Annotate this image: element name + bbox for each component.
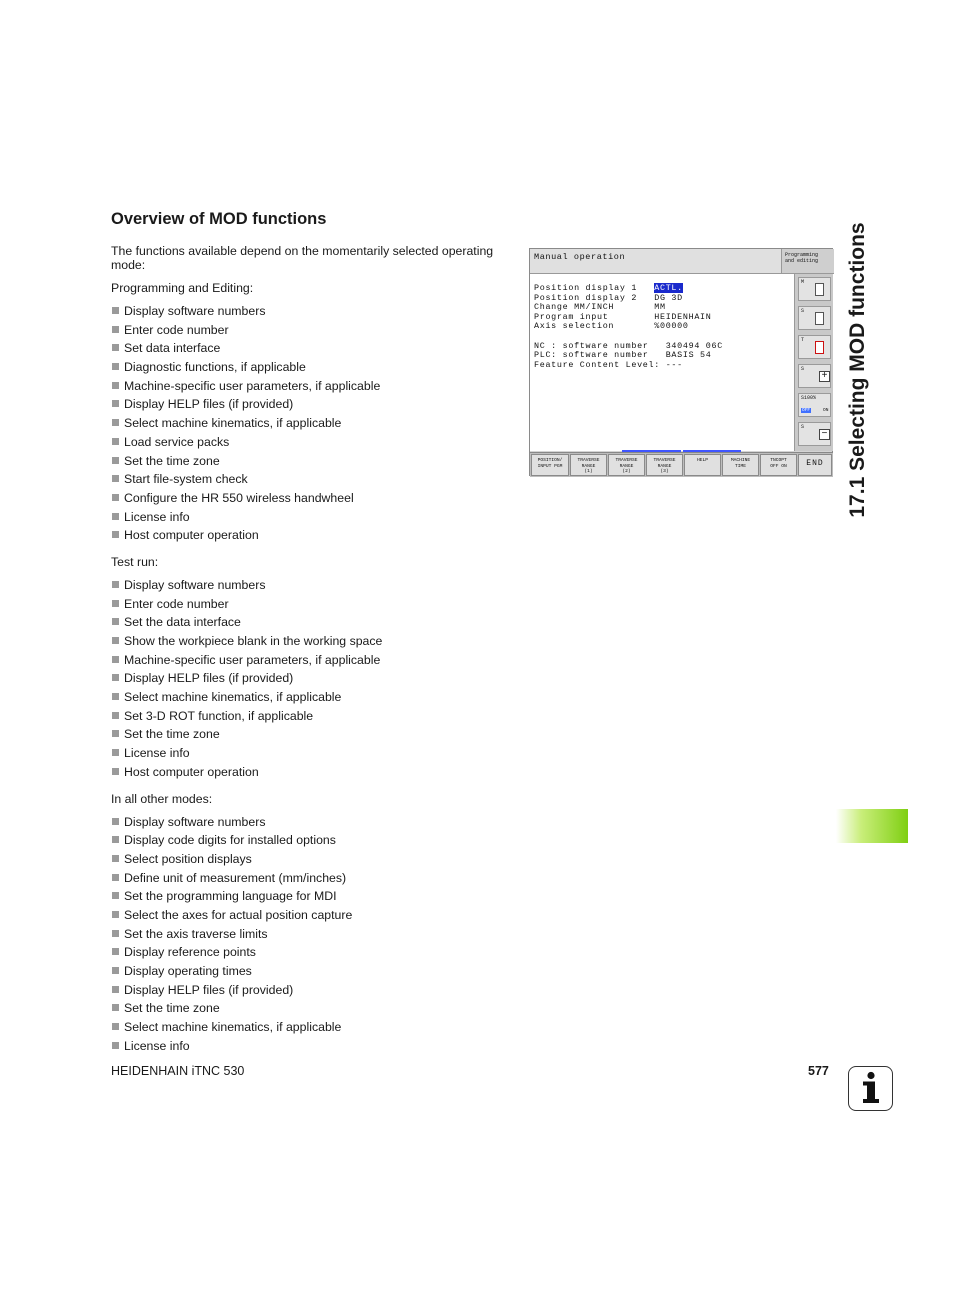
list-item-text: Set the time zone [124,1001,220,1016]
section-label: Test run: [111,554,159,569]
list-item [111,435,516,454]
section-heading: Overview of MOD functions [111,210,327,228]
setting-label: NC : software number [534,340,666,351]
info-i-glyph [849,1067,892,1110]
vertical-softkey [798,364,831,388]
square-bullet-icon [112,836,119,843]
list-item [111,709,516,728]
list-item-text: Machine-specific user parameters, if applicable [124,652,381,667]
list-item-text: Select machine kinematics, if applicable [124,690,342,705]
setting-label: Position display 1 [534,283,655,293]
list-item [111,690,516,709]
square-bullet-icon [112,656,119,663]
chapter-tab-title [843,210,873,530]
spindle-icon [815,312,824,325]
square-bullet-icon [112,419,119,426]
setting-value: MM [654,302,666,313]
list-item [111,833,516,852]
list-item [111,510,516,529]
vertical-softkey [798,306,831,330]
softkey-row [530,452,833,477]
function-list [111,304,516,547]
list-item-text: Load service packs [124,434,230,449]
list-item-text: Select machine kinematics, if applicable [124,1020,342,1035]
square-bullet-icon [112,494,119,501]
square-bullet-icon [112,531,119,538]
setting-value: --- [665,359,683,370]
list-item-text: Select machine kinematics, if applicable [124,416,342,431]
softkey-letter: S100% [801,395,817,401]
softkey-label: MACHINE [730,458,751,463]
setting-label: PLC: software number [534,350,666,361]
chapter-title: 17.1 Selecting MOD functions [846,222,869,518]
list-item-text: Host computer operation [124,764,259,779]
list-item [111,491,516,510]
list-item-text: Display software numbers [124,577,266,592]
list-item-text: Set the axis traverse limits [124,926,268,941]
softkey-label: RANGE [581,463,596,469]
screen-title: Manual operation [534,252,626,262]
list-item-text: Set the programming language for MDI [124,889,337,904]
mode-label-box [781,249,834,274]
list-item [111,653,516,672]
square-bullet-icon [112,768,119,775]
square-bullet-icon [112,438,119,445]
list-item [111,597,516,616]
softkey [760,454,797,476]
section-label: In all other modes: [111,791,213,806]
screen-header [530,249,781,274]
list-item-text: Select position displays [124,851,252,866]
softkey [722,454,759,476]
list-item [111,472,516,491]
softkey-label: HELP [696,458,709,463]
setting-value: 340494 06C [665,340,723,351]
square-bullet-icon [112,513,119,520]
list-item [111,1020,516,1039]
vertical-softkey [798,393,831,417]
list-item [111,454,516,473]
softkey-letter: S [801,366,805,372]
control-screenshot [529,248,833,476]
square-bullet-icon [112,307,119,314]
list-item [111,727,516,746]
list-item [111,416,516,435]
square-bullet-icon [112,326,119,333]
softkey [531,454,569,476]
softkey-letter: M [801,279,805,285]
list-item [111,945,516,964]
softkey-label: (3) [660,469,669,475]
softkey [646,454,683,476]
list-item [111,323,516,342]
mode-label-line-1: Programming [785,252,819,258]
square-bullet-icon [112,930,119,937]
softkey-label: RANGE [619,463,634,469]
minus-icon: − [819,429,830,440]
setting-row [534,361,723,371]
setting-row [534,322,723,332]
intro-paragraph: The functions available depend on the momentarily selected operating mode: [111,244,494,272]
square-bullet-icon [112,457,119,464]
list-item [111,983,516,1002]
list-item-text: Select the axes for actual position capture [124,907,353,922]
softkey-label: POSITION/ [537,458,563,463]
softkey-label: (1) [584,469,593,475]
off-state: OFF [802,408,811,413]
softkey-label: TNCOPT [770,458,787,463]
square-bullet-icon [112,1042,119,1049]
list-item-text: License info [124,1038,190,1053]
list-item-text: Host computer operation [124,528,259,543]
setting-value: HEIDENHAIN [654,311,712,322]
square-bullet-icon [112,874,119,881]
list-item [111,815,516,834]
list-item [111,341,516,360]
list-item-text: Display HELP files (if provided) [124,982,294,997]
list-item [111,889,516,908]
square-bullet-icon [112,818,119,825]
spindle-icon [815,283,824,296]
vertical-softkey-bar [795,274,833,451]
list-item [111,671,516,690]
setting-value: DG 3D [654,292,683,303]
square-bullet-icon [112,986,119,993]
softkey-label: TRAVERSE [577,458,600,463]
square-bullet-icon [112,674,119,681]
list-item-text: Set the data interface [124,615,241,630]
square-bullet-icon [112,382,119,389]
function-list [111,815,516,1058]
square-bullet-icon [112,618,119,625]
list-item-text: Enter code number [124,596,229,611]
softkey [798,454,832,476]
list-item-text: Display HELP files (if provided) [124,397,294,412]
list-item [111,1039,516,1058]
mod-settings-list [534,284,723,370]
softkey-label: TIME [734,463,747,469]
square-bullet-icon [112,892,119,899]
softkey-label: END [806,459,824,468]
chapter-color-tab [836,809,908,843]
square-bullet-icon [112,749,119,756]
list-item [111,304,516,323]
footer-product: HEIDENHAIN iTNC 530 [111,1064,245,1078]
list-item-text: Display reference points [124,945,256,960]
list-item [111,746,516,765]
setting-label: Change MM/INCH [534,302,655,313]
list-item-text: Enter code number [124,322,229,337]
setting-value: ACTL. [654,283,683,293]
list-item-text: Display software numbers [124,814,266,829]
softkey-label: TRAVERSE [615,458,638,463]
square-bullet-icon [112,911,119,918]
square-bullet-icon [112,693,119,700]
square-bullet-icon [112,344,119,351]
list-item-text: License info [124,746,190,761]
square-bullet-icon [112,637,119,644]
setting-label: Program input [534,311,655,322]
tool-call-icon [815,341,824,354]
list-item-text: Display operating times [124,964,252,978]
square-bullet-icon [112,475,119,482]
square-bullet-icon [112,581,119,588]
list-item [111,379,516,398]
list-item-text: Display code digits for installed options [124,833,336,848]
list-item-text: Display software numbers [124,304,266,318]
vertical-softkey [798,422,831,446]
square-bullet-icon [112,1023,119,1030]
square-bullet-icon [112,712,119,719]
vertical-softkey [798,277,831,301]
list-item-text: Define unit of measurement (mm/inches) [124,870,347,885]
square-bullet-icon [112,855,119,862]
list-item-text: Set 3-D ROT function, if applicable [124,708,314,723]
list-item [111,871,516,890]
softkey-label: (2) [622,469,631,475]
setting-label: Position display 2 [534,292,655,303]
mode-sections [111,281,516,1057]
list-item [111,852,516,871]
list-item [111,634,516,653]
list-item-text: Diagnostic functions, if applicable [124,360,306,375]
square-bullet-icon [112,1004,119,1011]
setting-label: Axis selection [534,321,655,332]
list-item-text: Set the time zone [124,453,220,468]
page-number: 577 [808,1064,829,1078]
setting-label: Feature Content Level: [534,359,666,370]
list-item-text: License info [124,509,190,524]
list-item [111,615,516,634]
square-bullet-icon [112,967,119,974]
list-item [111,927,516,946]
list-item-text: Show the workpiece blank in the working space [124,634,383,648]
softkey-letter: T [801,337,805,343]
text-column [111,244,516,1065]
softkey-label: TRAVERSE [653,458,676,463]
list-item-text: Set the time zone [124,727,220,742]
softkey [608,454,645,476]
list-item [111,765,516,784]
softkey-letter: S [801,308,805,314]
list-item [111,964,516,983]
info-icon [848,1066,893,1111]
square-bullet-icon [112,363,119,370]
section-label: Programming and Editing: [111,281,254,295]
list-item [111,908,516,927]
square-bullet-icon [112,400,119,407]
screen-main-area [530,274,795,451]
list-item [111,397,516,416]
list-item-text: Configure the HR 550 wireless handwheel [124,490,354,505]
softkey [570,454,607,476]
softkey-letter: S [801,424,805,430]
softkey-label: OFF ON [770,463,787,469]
square-bullet-icon [112,948,119,955]
on-state: ON [823,408,829,413]
list-item [111,1001,516,1020]
softkey [684,454,721,476]
square-bullet-icon [112,600,119,607]
list-item-text: Set data interface [124,341,221,356]
setting-value: BASIS 54 [665,350,712,361]
vertical-softkey [798,335,831,359]
list-item-text: Start file-system check [124,472,248,487]
list-item [111,578,516,597]
mode-label-line-2: and editing [785,258,819,264]
setting-value: %00000 [654,321,689,332]
plus-icon: + [819,371,830,382]
list-item [111,528,516,547]
function-list [111,578,516,784]
softkey-label: INPUT PGM [537,463,563,469]
list-item [111,360,516,379]
softkey-label: RANGE [657,463,672,469]
list-item-text: Display HELP files (if provided) [124,671,294,686]
square-bullet-icon [112,730,119,737]
list-item-text: Machine-specific user parameters, if applicable [124,378,381,393]
